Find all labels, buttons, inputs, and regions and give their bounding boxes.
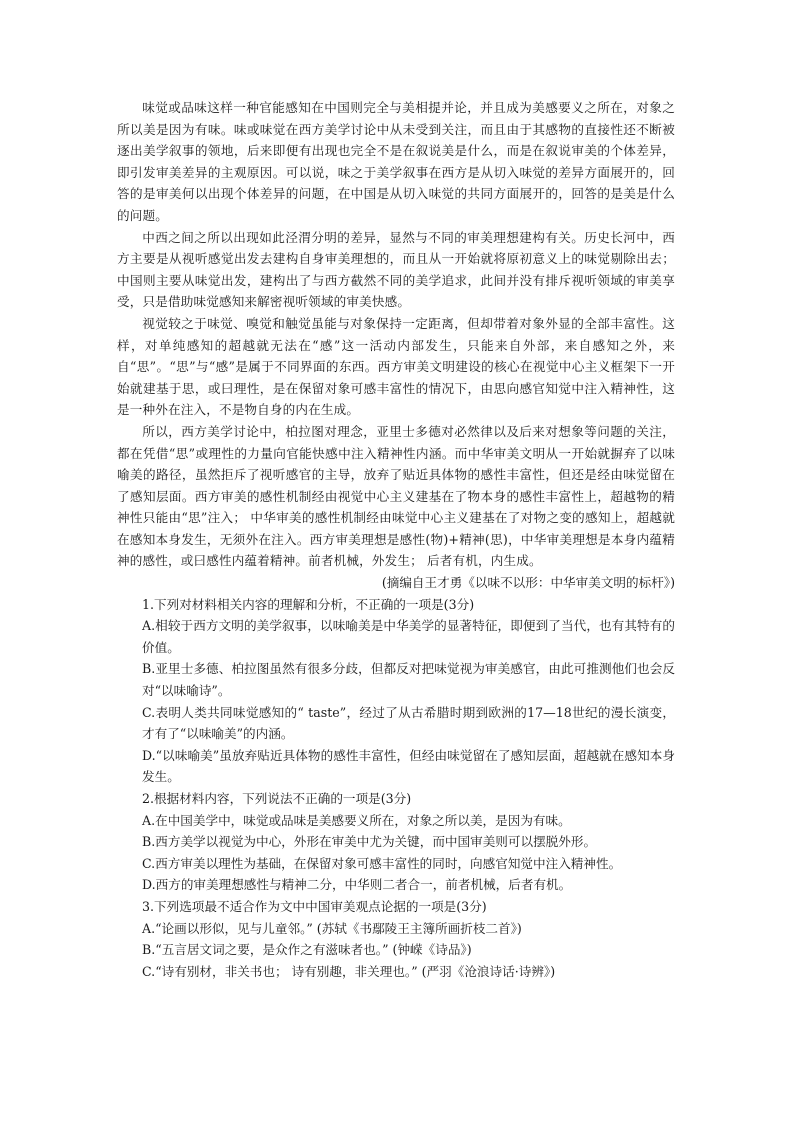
question-2-option-c: C.西方审美以理性为基础，在保留对象可感丰富性的同时，向感官知觉中注入精神性。 (142, 855, 622, 871)
passage-paragraph-1: 味觉或品味这样一种官能感知在中国则完全与美相提并论，并且成为美感要义之所在，对象之所以美是因为有味。味或味觉在西方美学讨论中从未受到关注，而且由于其感物的直接性还不断被逐出美学叙事的领地，后来即便有出现也完全不是在叙说美是什么，而是在叙说审美的个体差异，即引发审美差异的主观原因。可以说，味之于美学叙事在西方是从切入味觉的差异方面展开的，回答的是审美何以出现个体差异的问题，在中国是从切入味觉的共同方面展开的，回答的是美是什么的问题。 (117, 100, 675, 223)
question-3-option-a: A.“论画以形似，见与儿童邻。” (苏轼《书鄢陵王主簿所画折枝二首》) (142, 920, 522, 936)
question-2-option-d: D.西方的审美理想感性与精神二分，中华则二者合一，前者机械，后者有机。 (142, 877, 572, 893)
question-2-option-b: B.西方美学以视觉为中心，外形在审美中尤为关键，而中国审美则可以摆脱外形。 (142, 834, 597, 850)
question-1-stem: 1.下列对材料相关内容的理解和分析，不正确的一项是(3分) (142, 596, 475, 612)
question-3-stem: 3.下列选项最不适合作为文中中国审美观点论据的一项是(3分) (142, 898, 487, 914)
document-content (117, 97, 675, 982)
passage-paragraph-4: 所以，西方美学讨论中，柏拉图对理念，亚里士多德对必然律以及后来对想象等问题的关注，都在凭借“思”或理性的力量向官能快感中注入精神性内涵。而中华审美文明从一开始就摒弃了以味喻美的路径，虽然拒斥了视听感官的主导，放弃了贴近具体物的感性丰富性，但还是经由味觉留在了感知层面。西方审美的感性机制经由视觉中心主义建基在了物本身的感性丰富性上，超越物的精神性只能由“思”注入； 中华审美的感性机制经由味觉中心主义建基在了对物之变的感知上，超越就在感知本身发生，无须外在注入。西方审美理想是感性(物)+精神(思)，中华审美理想是本身内蕴精神的感性，或曰感性内蕴着精神。前者机械，外发生； 后者有机，内生成。 (117, 423, 675, 569)
question-3-option-b: B.“五言居文词之要，是众作之有滋味者也。” (钟嵘《诗品》) (142, 942, 472, 958)
question-1-option-a: A.相较于西方文明的美学叙事，以味喻美是中华美学的显著特征，即便到了当代，也有其特有的价值。 (142, 618, 675, 655)
question-1-option-c: C.表明人类共同味觉感知的“ taste”，经过了从古希腊时期到欧洲的17—18世纪的漫长演变，才有了“以味喻美”的内涵。 (142, 704, 675, 742)
question-1-option-d: D.“以味喻美”虽放弃贴近具体物的感性丰富性，但经由味觉留在了感知层面，超越就在感知本身发生。 (142, 747, 675, 785)
question-3-option-c: C.“诗有别材，非关书也； 诗有别趣，非关理也。” (严羽《沧浪诗话·诗辨》) (142, 963, 556, 979)
question-2-stem: 2.根据材料内容，下列说法不正确的一项是(3分) (142, 791, 412, 806)
passage-paragraph-3: 视觉较之于味觉、嗅觉和触觉虽能与对象保持一定距离，但却带着对象外显的全部丰富性。这样，对单纯感知的超越就无法在“感”这一活动内部发生，只能来自外部，来自感知之外，来自“思”。“思”与“感”是属于不同界面的东西。西方审美文明建设的核心在视觉中心主义框架下一开始就建基于思，或曰理性，是在保留对象可感丰富性的情况下，由思向感官知觉中注入精神性，这是一种外在注入，不是物自身的内在生成。 (117, 315, 675, 418)
question-1-option-b: B.亚里士多德、柏拉图虽然有很多分歧，但都反对把味觉视为审美感官，由此可推测他们也会反对“以味喻诗”。 (142, 661, 675, 699)
passage-source: (摘编自王才勇《以味不以形：中华审美文明的标杆》) (381, 575, 675, 591)
passage-paragraph-2: 中西之间之所以出现如此泾渭分明的差异，显然与不同的审美理想建构有关。历史长河中，西方主要是从视听感觉出发去建构自身审美理想的，而且从一开始就将原初意义上的味觉剔除出去；中国则主要从味觉出发，建构出了与西方截然不同的美学追求，此间并没有排斥视听领域的审美享受，只是借助味觉感知来解密视听领域的审美快感。 (117, 229, 675, 310)
question-2-option-a: A.在中国美学中，味觉或品味是美感要义所在，对象之所以美，是因为有味。 (142, 812, 571, 828)
